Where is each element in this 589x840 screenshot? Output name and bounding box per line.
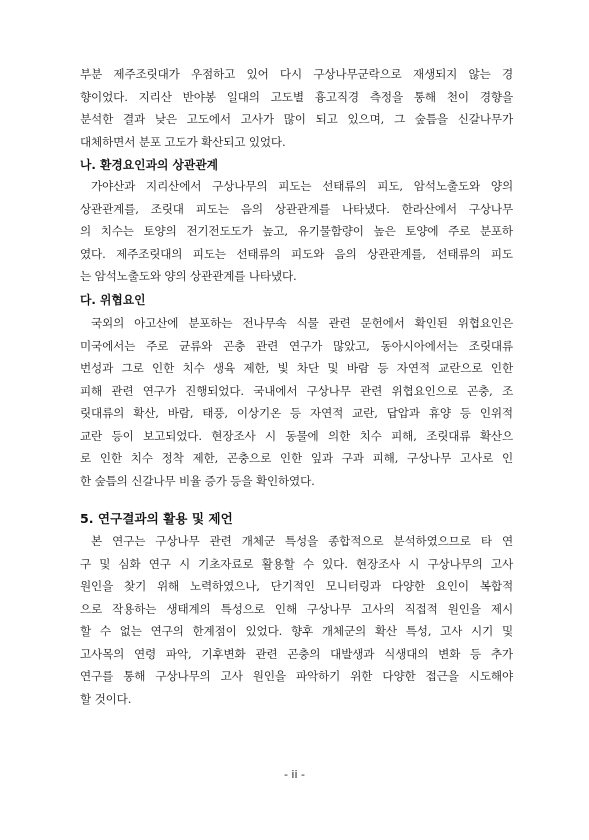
paragraph-line: 미국에서는 주로 균류와 곤충 관련 연구가 많았고, 동아시아에서는 조릿대류: [80, 338, 513, 353]
paragraph-line: 의 치수는 토양의 전기전도도가 높고, 유기물함량이 높은 토양에 주로 분포하: [80, 224, 513, 238]
section-heading-na: 나. 환경요인과의 상관관계: [80, 158, 219, 172]
paragraph-line: 분석한 결과 낮은 고도에서 고사가 많이 되고 있으며, 그 숲틈을 신갈나무가: [80, 112, 513, 126]
paragraph-line: 상관관계를, 조릿대 피도는 음의 상관관계를 나타냈다. 한라산에서 구상나무: [80, 201, 513, 216]
section-da-paragraph: [80, 312, 513, 492]
paragraph-line: 연구를 통해 구상나무의 고사 원인을 파악하기 위한 다양한 접근을 시도해야: [80, 669, 513, 683]
paragraph-line: 로 인한 치수 정착 제한, 곤충으로 인한 잎과 구과 피해, 구상나무 고사로 인: [80, 451, 513, 465]
section-na-paragraph: [80, 175, 513, 288]
paragraph-line: 번성과 그로 인한 치수 생육 제한, 빛 차단 및 바람 등 자연적 교란으로 인한: [80, 361, 513, 375]
paragraph-line: 교란 등이 보고되었다. 현장조사 시 동물에 의한 치수 피해, 조릿대류 확산으: [80, 428, 513, 443]
paragraph-line: 는 암석노출도와 양의 상관관계를 나타냈다.: [80, 269, 297, 283]
section-heading-da: 다. 위협요인: [80, 293, 146, 307]
section-5-paragraph: [80, 530, 513, 710]
paragraph-line: 구 및 심화 연구 시 기초자료로 활용할 수 있다. 현장조사 시 구상나무의 고사: [80, 556, 513, 571]
intro-paragraph: [80, 63, 513, 153]
paragraph-line: 가야산과 지리산에서 구상나무의 피도는 선태류의 피도, 암석노출도와 양의: [91, 179, 513, 193]
paragraph-line: 할 수 없는 연구의 한계점이 있었다. 향후 개체군의 확산 특성, 고사 시기 및: [80, 624, 513, 638]
paragraph-line: 으로 작용하는 생태계의 특성으로 인해 구상나무 고사의 직접적 원인을 제시: [80, 601, 513, 616]
paragraph-line: 국외의 아고산에 분포하는 전나무속 식물 관련 문헌에서 확인된 위협요인은: [91, 316, 513, 330]
paragraph-line: 피해 관련 연구가 진행되었다. 국내에서 구상나무 관련 위협요인으로 곤충, 조: [80, 383, 513, 398]
paragraph-line: 릿대류의 확산, 바람, 태풍, 이상기온 등 자연적 교란, 답압과 휴양 등 인위적: [80, 406, 513, 420]
section-heading-5: 5. 연구결과의 활용 및 제언: [80, 511, 233, 526]
paragraph-line: 향이었다. 지리산 반야봉 일대의 고도별 흉고직경 측정을 통해 천이 경향을: [80, 89, 513, 104]
paragraph-line: 원인을 찾기 위해 노력하였으나, 단기적인 모니터링과 다양한 요인이 복합적: [80, 579, 513, 593]
paragraph-line: 본 연구는 구상나무 관련 개체군 특성을 종합적으로 분석하였으므로 타 연: [91, 534, 513, 548]
paragraph-line: 한 숲틈의 신갈나무 비율 증가 등을 확인하였다.: [80, 473, 315, 488]
paragraph-line: 부분 제주조릿대가 우점하고 있어 다시 구상나무군락으로 재생되지 않는 경: [80, 67, 513, 81]
paragraph-line: 대체하면서 분포 고도가 확산되고 있었다.: [80, 134, 286, 149]
paragraph-line: 였다. 제주조릿대의 피도는 선태류의 피도와 음의 상관관계를, 선태류의 피도: [80, 246, 513, 261]
paragraph-line: 고사목의 연령 파악, 기후변화 관련 곤충의 대발생과 식생대의 변화 등 추가: [80, 646, 513, 661]
paragraph-line: 할 것이다.: [80, 691, 132, 706]
page-number: - ii -: [283, 768, 306, 781]
